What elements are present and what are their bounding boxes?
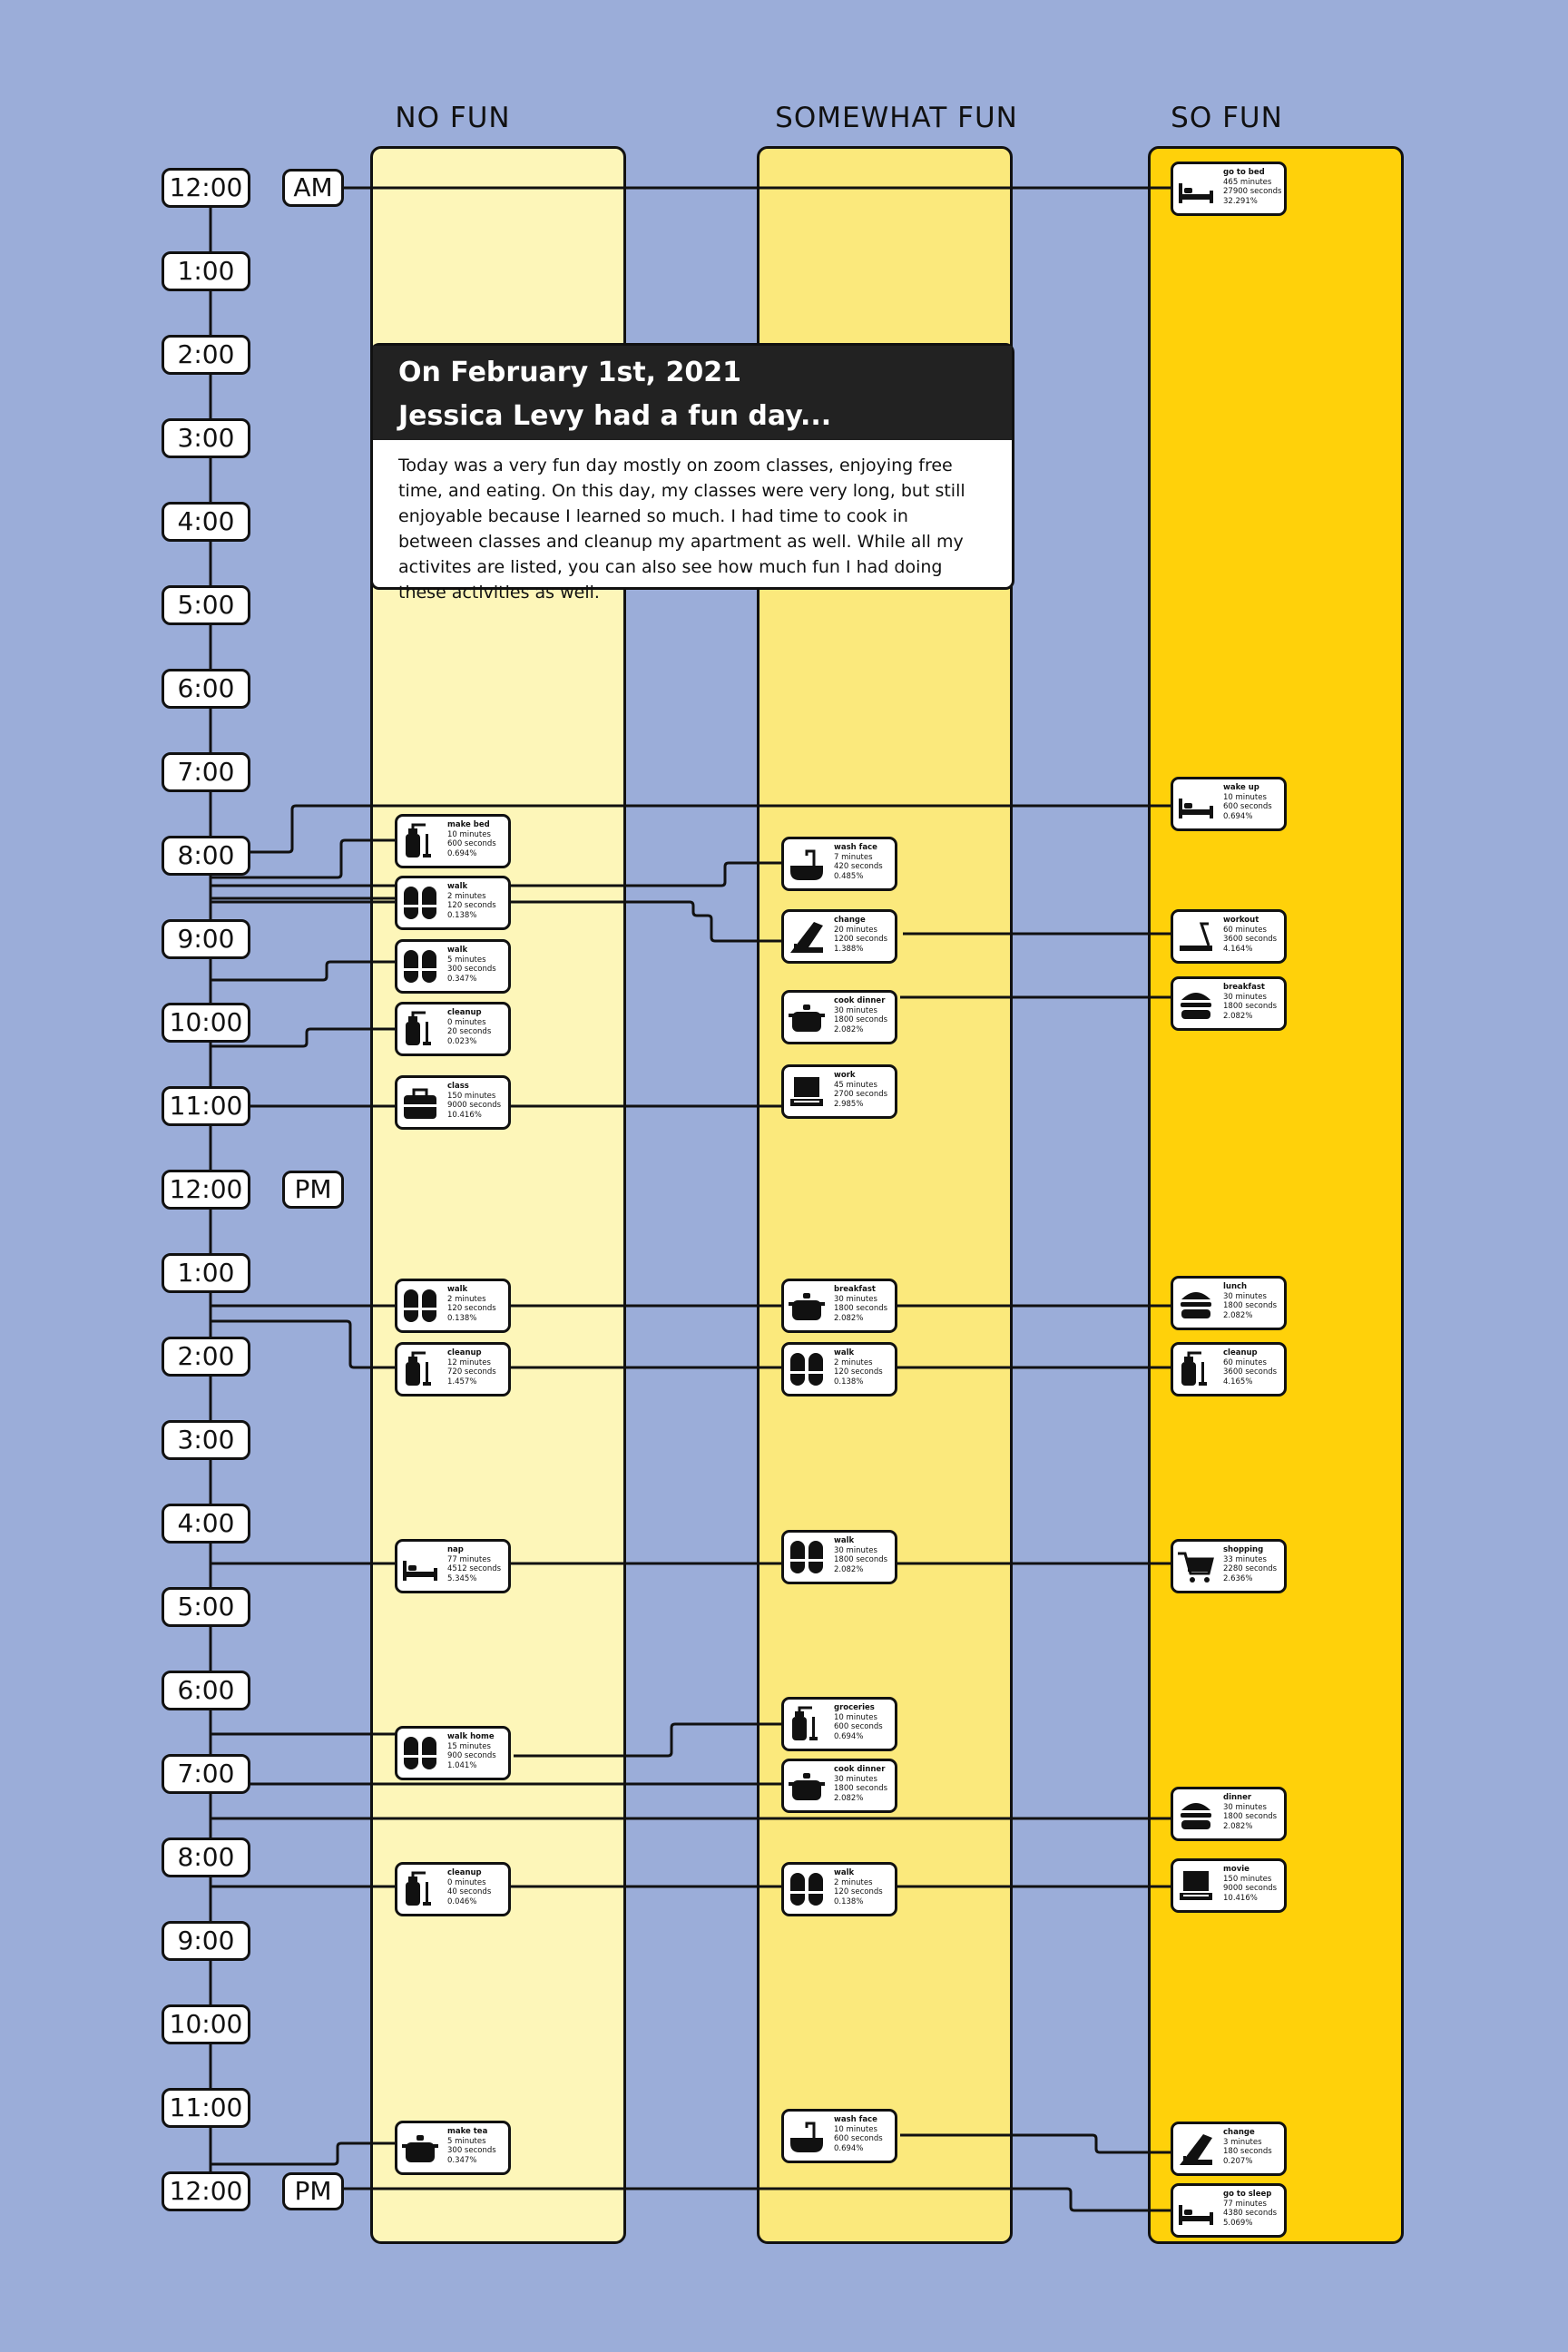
- activity-seconds: 40 seconds: [447, 1887, 492, 1896]
- spray-bottle-icon: [1176, 1349, 1216, 1389]
- activity-percent: 4.164%: [1223, 944, 1253, 954]
- hour-label: 4:00: [162, 502, 250, 542]
- hour-label: 1:00: [162, 251, 250, 291]
- activity-card: [1171, 2183, 1287, 2238]
- activity-text: [447, 1008, 506, 1046]
- activity-name: dinner: [1223, 1793, 1252, 1802]
- activity-text: [447, 2127, 506, 2165]
- activity-percent: 2.082%: [834, 1793, 864, 1803]
- activity-percent: 2.985%: [834, 1099, 864, 1109]
- activity-minutes: 45 minutes: [834, 1080, 877, 1090]
- hour-label: 6:00: [162, 669, 250, 709]
- high-heel-icon: [1176, 2129, 1216, 2169]
- activity-percent: 2.082%: [834, 1024, 864, 1034]
- activity-name: cleanup: [1223, 1348, 1258, 1357]
- activity-seconds: 1800 seconds: [834, 1015, 888, 1024]
- hour-label: 10:00: [162, 1003, 250, 1043]
- column-heading-somewhat-fun: SOMEWHAT FUN: [775, 102, 1018, 134]
- activity-text: [1223, 168, 1282, 206]
- activity-text: [834, 1071, 893, 1109]
- activity-percent: 5.069%: [1223, 2218, 1253, 2228]
- activity-percent: 2.082%: [1223, 1310, 1253, 1320]
- activity-text: [1223, 2128, 1282, 2166]
- activity-percent: 0.138%: [447, 910, 477, 920]
- activity-seconds: 300 seconds: [447, 2146, 496, 2155]
- activity-seconds: 4380 seconds: [1223, 2209, 1278, 2218]
- activity-name: change: [1223, 2128, 1255, 2137]
- hour-label: 6:00: [162, 1671, 250, 1710]
- activity-text: [1223, 916, 1282, 954]
- activity-name: wash face: [834, 2115, 877, 2124]
- activity-text: [447, 820, 506, 858]
- activity-card: [1171, 1539, 1287, 1593]
- activity-seconds: 420 seconds: [834, 862, 883, 871]
- activity-card: [781, 1342, 897, 1396]
- activity-card: [395, 814, 511, 868]
- activity-card: [1171, 1858, 1287, 1913]
- activity-text: [834, 1703, 893, 1741]
- activity-name: wash face: [834, 843, 877, 852]
- activity-seconds: 720 seconds: [447, 1367, 496, 1377]
- activity-card: [781, 1759, 897, 1813]
- footprints-icon: [400, 1733, 440, 1773]
- activity-text: [834, 1285, 893, 1323]
- activity-text: [1223, 983, 1282, 1021]
- activity-percent: 1.457%: [447, 1377, 477, 1387]
- activity-percent: 10.416%: [447, 1110, 482, 1120]
- activity-card: [1171, 2122, 1287, 2176]
- cooking-pot-icon: [787, 1766, 827, 1806]
- activity-percent: 0.138%: [447, 1313, 477, 1323]
- activity-card: [395, 1075, 511, 1130]
- activity-minutes: 30 minutes: [834, 1005, 877, 1015]
- intro-body: Today was a very fun day mostly on zoom classes, enjoying free time, and eating. On this day, my classes were very long, but still enjoyable because I learned so much. I had time to cook in between classes and cleanup my apartment as well. While all my activites are listed, you can also see how much fun I had doing these activities as well.: [398, 456, 965, 603]
- bed-icon: [1176, 784, 1216, 824]
- activity-name: walk: [834, 1348, 855, 1357]
- activity-card: [395, 1279, 511, 1333]
- activity-card: [1171, 1787, 1287, 1841]
- hour-label: 1:00: [162, 1253, 250, 1293]
- activity-seconds: 1800 seconds: [1223, 1812, 1278, 1821]
- activity-card: [781, 1862, 897, 1916]
- activity-minutes: 0 minutes: [447, 1877, 486, 1887]
- activity-seconds: 120 seconds: [834, 1367, 883, 1377]
- activity-percent: 1.388%: [834, 944, 864, 954]
- activity-seconds: 2700 seconds: [834, 1090, 888, 1099]
- activity-name: go to bed: [1223, 168, 1265, 177]
- hour-label: 4:00: [162, 1504, 250, 1544]
- activity-percent: 2.082%: [834, 1313, 864, 1323]
- activity-minutes: 0 minutes: [447, 1017, 486, 1027]
- activity-name: walk: [447, 946, 468, 955]
- activity-percent: 0.694%: [1223, 811, 1253, 821]
- activity-percent: 0.694%: [834, 2143, 864, 2153]
- activity-text: [1223, 2190, 1282, 2228]
- hour-label: 2:00: [162, 1337, 250, 1377]
- activity-minutes: 30 minutes: [1223, 1802, 1267, 1812]
- activity-name: walk: [834, 1868, 855, 1877]
- activity-text: [834, 916, 893, 954]
- activity-card: [1171, 1342, 1287, 1396]
- activity-card: [395, 1862, 511, 1916]
- activity-seconds: 120 seconds: [447, 1304, 496, 1313]
- laptop-icon: [1176, 1866, 1216, 1906]
- activity-percent: 10.416%: [1223, 1893, 1258, 1903]
- footprints-icon: [400, 883, 440, 923]
- activity-percent: 2.082%: [1223, 1011, 1253, 1021]
- activity-minutes: 150 minutes: [1223, 1874, 1272, 1884]
- activity-minutes: 60 minutes: [1223, 1357, 1267, 1367]
- hour-label: 2:00: [162, 335, 250, 375]
- activity-text: [447, 1732, 506, 1770]
- high-heel-icon: [787, 916, 827, 956]
- activity-minutes: 30 minutes: [834, 1294, 877, 1304]
- activity-card: [395, 1342, 511, 1396]
- activity-name: groceries: [834, 1703, 875, 1712]
- activity-minutes: 30 minutes: [834, 1774, 877, 1784]
- activity-text: [1223, 783, 1282, 821]
- activity-name: walk home: [447, 1732, 495, 1741]
- hour-label: 7:00: [162, 1754, 250, 1794]
- activity-name: walk: [834, 1536, 855, 1545]
- pm-marker-midnight: PM: [282, 2172, 344, 2210]
- activity-name: cleanup: [447, 1348, 482, 1357]
- activity-name: shopping: [1223, 1545, 1264, 1554]
- activity-card: [781, 2109, 897, 2163]
- spray-bottle-icon: [400, 1869, 440, 1909]
- connector-line: [211, 962, 397, 980]
- activity-card: [781, 837, 897, 891]
- activity-minutes: 60 minutes: [1223, 925, 1267, 935]
- activity-name: movie: [1223, 1865, 1250, 1874]
- activity-minutes: 30 minutes: [834, 1545, 877, 1555]
- activity-name: make tea: [447, 2127, 488, 2136]
- hour-label: 8:00: [162, 1838, 250, 1877]
- connector-line: [344, 2189, 1173, 2210]
- activity-card: [781, 1697, 897, 1751]
- footprints-icon: [400, 1286, 440, 1326]
- activity-text: [834, 996, 893, 1034]
- activity-minutes: 3 minutes: [1223, 2137, 1262, 2147]
- activity-name: class: [447, 1082, 469, 1091]
- activity-minutes: 2 minutes: [834, 1877, 873, 1887]
- laptop-icon: [787, 1072, 827, 1112]
- activity-text: [834, 2115, 893, 2153]
- hour-label: 11:00: [162, 1086, 250, 1126]
- activity-minutes: 10 minutes: [447, 829, 491, 839]
- activity-seconds: 9000 seconds: [1223, 1884, 1278, 1893]
- activity-minutes: 10 minutes: [1223, 792, 1267, 802]
- activity-text: [447, 1285, 506, 1323]
- activity-seconds: 600 seconds: [834, 2134, 883, 2143]
- activity-text: [1223, 1545, 1282, 1583]
- activity-card: [395, 876, 511, 930]
- activity-name: walk: [447, 882, 468, 891]
- activity-seconds: 3600 seconds: [1223, 935, 1278, 944]
- activity-card: [1171, 976, 1287, 1031]
- activity-card: [395, 1002, 511, 1056]
- activity-seconds: 120 seconds: [447, 901, 496, 910]
- footprints-icon: [400, 946, 440, 986]
- footprints-icon: [787, 1869, 827, 1909]
- activity-text: [447, 882, 506, 920]
- burger-icon: [1176, 1794, 1216, 1834]
- activity-seconds: 600 seconds: [834, 1722, 883, 1731]
- activity-minutes: 465 minutes: [1223, 177, 1272, 187]
- footprints-icon: [787, 1349, 827, 1389]
- activity-percent: 0.046%: [447, 1896, 477, 1906]
- activity-minutes: 30 minutes: [1223, 1291, 1267, 1301]
- activity-text: [447, 1868, 506, 1906]
- activity-seconds: 120 seconds: [834, 1887, 883, 1896]
- spray-bottle-icon: [400, 1349, 440, 1389]
- activity-seconds: 1800 seconds: [834, 1784, 888, 1793]
- activity-card: [1171, 777, 1287, 831]
- activity-minutes: 5 minutes: [447, 2136, 486, 2146]
- activity-percent: 0.023%: [447, 1036, 477, 1046]
- activity-minutes: 20 minutes: [834, 925, 877, 935]
- activity-seconds: 2280 seconds: [1223, 1564, 1278, 1573]
- activity-minutes: 10 minutes: [834, 2124, 877, 2134]
- activity-card: [395, 1539, 511, 1593]
- shopping-cart-icon: [1176, 1546, 1216, 1586]
- activity-percent: 0.138%: [834, 1896, 864, 1906]
- activity-text: [447, 1348, 506, 1387]
- hour-label: 9:00: [162, 919, 250, 959]
- activity-seconds: 600 seconds: [1223, 802, 1272, 811]
- activity-minutes: 33 minutes: [1223, 1554, 1267, 1564]
- connector-line: [514, 1724, 784, 1756]
- activity-card: [1171, 909, 1287, 964]
- activity-minutes: 2 minutes: [834, 1357, 873, 1367]
- activity-percent: 0.347%: [447, 974, 477, 984]
- hour-label: 8:00: [162, 836, 250, 876]
- activity-seconds: 27900 seconds: [1223, 187, 1282, 196]
- spray-bottle-icon: [787, 1704, 827, 1744]
- activity-card: [395, 1726, 511, 1780]
- hour-label: 12:00: [162, 1170, 250, 1210]
- activity-minutes: 2 minutes: [447, 1294, 486, 1304]
- activity-card: [395, 2121, 511, 2175]
- activity-minutes: 7 minutes: [834, 852, 873, 862]
- hour-label: 7:00: [162, 752, 250, 792]
- hour-label: 10:00: [162, 2004, 250, 2044]
- hour-label: 3:00: [162, 1420, 250, 1460]
- treadmill-icon: [1176, 916, 1216, 956]
- activity-card: [1171, 162, 1287, 216]
- activity-name: cook dinner: [834, 996, 886, 1005]
- bed-icon: [400, 1546, 440, 1586]
- activity-card: [395, 939, 511, 994]
- activity-text: [1223, 1793, 1282, 1831]
- connector-line: [900, 2135, 1173, 2152]
- activity-name: make bed: [447, 820, 490, 829]
- activity-seconds: 900 seconds: [447, 1751, 496, 1760]
- sink-icon: [787, 2116, 827, 2156]
- activity-name: breakfast: [1223, 983, 1265, 992]
- hour-label: 12:00: [162, 2171, 250, 2211]
- activity-percent: 0.347%: [447, 2155, 477, 2165]
- activity-seconds: 9000 seconds: [447, 1101, 502, 1110]
- connector-line: [211, 1321, 1173, 1367]
- activity-seconds: 20 seconds: [447, 1027, 492, 1036]
- activity-text: [1223, 1865, 1282, 1903]
- activity-card: [781, 909, 897, 964]
- bed-icon: [1176, 169, 1216, 209]
- am-marker: AM: [282, 169, 344, 207]
- activity-card: [781, 1279, 897, 1333]
- activity-name: go to sleep: [1223, 2190, 1272, 2199]
- activity-name: cook dinner: [834, 1765, 886, 1774]
- activity-percent: 0.138%: [834, 1377, 864, 1387]
- activity-percent: 5.345%: [447, 1573, 477, 1583]
- hour-label: 12:00: [162, 168, 250, 208]
- activity-card: [781, 990, 897, 1044]
- activity-name: work: [834, 1071, 856, 1080]
- activity-card: [1171, 1276, 1287, 1330]
- activity-minutes: 2 minutes: [447, 891, 486, 901]
- hour-label: 9:00: [162, 1921, 250, 1961]
- activity-name: breakfast: [834, 1285, 876, 1294]
- activity-minutes: 15 minutes: [447, 1741, 491, 1751]
- activity-name: nap: [447, 1545, 464, 1554]
- activity-seconds: 1200 seconds: [834, 935, 888, 944]
- activity-seconds: 4512 seconds: [447, 1564, 502, 1573]
- intro-box: [370, 343, 1014, 603]
- burger-icon: [1176, 984, 1216, 1024]
- activity-percent: 0.694%: [447, 848, 477, 858]
- activity-minutes: 5 minutes: [447, 955, 486, 965]
- intro-title-line-1: On February 1st, 2021: [398, 357, 742, 388]
- activity-name: change: [834, 916, 866, 925]
- activity-seconds: 1800 seconds: [1223, 1002, 1278, 1011]
- activity-seconds: 600 seconds: [447, 839, 496, 848]
- activity-card: [781, 1530, 897, 1584]
- pm-marker: PM: [282, 1171, 344, 1209]
- activity-name: wake up: [1223, 783, 1259, 792]
- column-heading-no-fun: NO FUN: [395, 102, 511, 134]
- activity-percent: 0.207%: [1223, 2156, 1253, 2166]
- activity-seconds: 180 seconds: [1223, 2147, 1272, 2156]
- activity-minutes: 10 minutes: [834, 1712, 877, 1722]
- spray-bottle-icon: [400, 1009, 440, 1049]
- activity-minutes: 30 minutes: [1223, 992, 1267, 1002]
- activity-minutes: 77 minutes: [1223, 2199, 1267, 2209]
- column-heading-so-fun: SO FUN: [1171, 102, 1283, 134]
- intro-header: [373, 346, 1012, 440]
- activity-seconds: 1800 seconds: [834, 1555, 888, 1564]
- activity-text: [834, 843, 893, 881]
- activity-percent: 32.291%: [1223, 196, 1258, 206]
- hour-label: 11:00: [162, 2088, 250, 2128]
- activity-text: [834, 1868, 893, 1906]
- activity-percent: 4.165%: [1223, 1377, 1253, 1387]
- activity-name: cleanup: [447, 1008, 482, 1017]
- activity-card: [781, 1064, 897, 1119]
- activity-percent: 0.485%: [834, 871, 864, 881]
- spray-bottle-icon: [400, 821, 440, 861]
- activity-text: [447, 1082, 506, 1120]
- activity-text: [447, 1545, 506, 1583]
- activity-name: workout: [1223, 916, 1259, 925]
- activity-percent: 2.082%: [1223, 1821, 1253, 1831]
- activity-seconds: 3600 seconds: [1223, 1367, 1278, 1377]
- cooking-pot-icon: [787, 997, 827, 1037]
- connector-line: [250, 806, 1173, 852]
- hour-label: 5:00: [162, 585, 250, 625]
- activity-name: walk: [447, 1285, 468, 1294]
- activity-seconds: 300 seconds: [447, 965, 496, 974]
- sink-icon: [787, 844, 827, 884]
- activity-minutes: 150 minutes: [447, 1091, 496, 1101]
- activity-name: lunch: [1223, 1282, 1248, 1291]
- activity-text: [834, 1765, 893, 1803]
- activity-percent: 1.041%: [447, 1760, 477, 1770]
- activity-name: cleanup: [447, 1868, 482, 1877]
- footprints-icon: [787, 1537, 827, 1577]
- bed-icon: [1176, 2190, 1216, 2230]
- intro-title-line-2: Jessica Levy had a fun day...: [398, 400, 832, 432]
- activity-text: [834, 1536, 893, 1574]
- cooking-pot-icon: [787, 1286, 827, 1326]
- activity-seconds: 1800 seconds: [1223, 1301, 1278, 1310]
- activity-text: [834, 1348, 893, 1387]
- activity-text: [447, 946, 506, 984]
- backpack-icon: [400, 1083, 440, 1122]
- activity-percent: 2.082%: [834, 1564, 864, 1574]
- activity-percent: 0.694%: [834, 1731, 864, 1741]
- cooking-pot-icon: [400, 2128, 440, 2168]
- burger-icon: [1176, 1283, 1216, 1323]
- activity-minutes: 77 minutes: [447, 1554, 491, 1564]
- hour-label: 5:00: [162, 1587, 250, 1627]
- activity-percent: 2.636%: [1223, 1573, 1253, 1583]
- activity-minutes: 12 minutes: [447, 1357, 491, 1367]
- hour-label: 3:00: [162, 418, 250, 458]
- activity-seconds: 1800 seconds: [834, 1304, 888, 1313]
- activity-text: [1223, 1348, 1282, 1387]
- activity-text: [1223, 1282, 1282, 1320]
- connector-line: [211, 2143, 397, 2164]
